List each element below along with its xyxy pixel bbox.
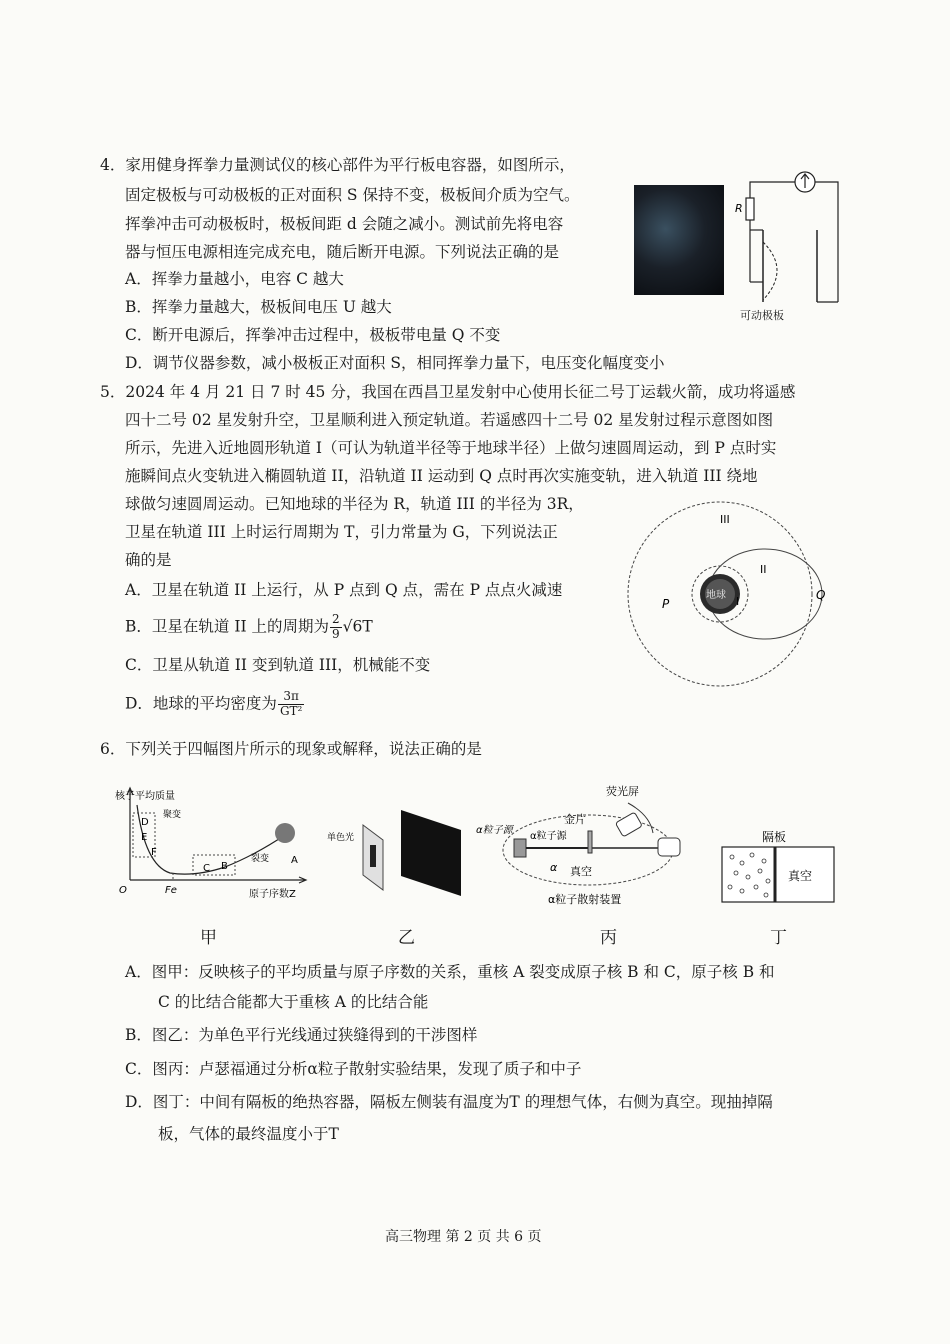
- bing-alpha-label: α: [550, 861, 558, 874]
- page-footer: 高三物理 第 2 页 共 6 页: [385, 1229, 542, 1245]
- fission-label: 裂变: [251, 854, 270, 864]
- jia-origin-label: O: [119, 885, 127, 896]
- q5-stem-line-2: 四十二号 02 星发射升空，卫星顺利进入预定轨道。若遥感四十二号 02 星发射过程示意图如图: [125, 411, 774, 429]
- q5-option-d: [125, 690, 305, 719]
- q4-stem-line-3: 挥拳冲击可动极板时，极板间距 d 会随之减小。测试前先将电容: [125, 215, 564, 233]
- bing-foil-label: 金片: [564, 813, 586, 826]
- q6-option-d-line-1: D．图丁：中间有隔板的绝热容器，隔板左侧装有温度为T 的理想气体，右侧为真空。现抽掉隔: [125, 1093, 773, 1111]
- caption-jia: 甲: [200, 928, 217, 948]
- q6-option-c: C．图丙：卢瑟福通过分析α粒子散射实验结果，发现了质子和中子: [125, 1060, 582, 1078]
- q5-option-a: A．卫星在轨道 II 上运行，从 P 点到 Q 点，需在 P 点点火减速: [125, 581, 563, 599]
- point-d-label: D: [141, 817, 149, 828]
- fusion-label: 聚变: [163, 810, 182, 820]
- q6-option-a-line-2: C 的比结合能都大于重核 A 的比结合能: [158, 993, 429, 1011]
- earth-label: 地球: [706, 590, 726, 601]
- q6-option-a-line-1: A．图甲：反映核子的平均质量与原子序数的关系，重核 A 裂变成原子核 B 和 C，原子核 B 和: [125, 963, 775, 981]
- q5-option-b-denominator: 9: [332, 626, 340, 641]
- point-b-label: B: [221, 861, 228, 872]
- caption-bing: 丙: [600, 928, 617, 948]
- yi-light-label: 单色光: [327, 833, 355, 843]
- point-a-label: A: [291, 855, 298, 866]
- q6-fig-ding: [720, 825, 840, 905]
- q4-resistor-label: R: [735, 202, 743, 215]
- gold-foil-icon: [588, 831, 592, 853]
- microscope-icon: [658, 838, 680, 856]
- ding-board-label: 隔板: [762, 830, 787, 844]
- point-c-label: C: [203, 863, 210, 874]
- q4-option-a: A．挥拳力量越小，电容 C 越大: [125, 270, 344, 288]
- q5-option-b-fraction: [330, 613, 342, 642]
- orbit-i-label: I: [736, 595, 740, 608]
- ding-vacuum-label: 真空: [788, 869, 813, 883]
- q6-option-b: B．图乙：为单色平行光线通过狭缝得到的干涉图样: [125, 1026, 478, 1044]
- q5-option-b: [125, 613, 373, 642]
- q4-stem-line-2: 固定极板与可动极板的正对面积 S 保持不变，极板间介质为空气。: [125, 186, 580, 204]
- q5-stem-line-5: 球做匀速圆周运动。已知地球的半径为 R，轨道 III 的半径为 3R，: [125, 495, 584, 513]
- q5-option-c: C．卫星从轨道 II 变到轨道 III，机械能不变: [125, 656, 431, 674]
- q5-option-b-numerator: 2: [332, 612, 340, 626]
- slit-icon: [370, 845, 376, 867]
- q5-stem-line-7: 确的是: [125, 551, 172, 569]
- q6-fig-yi: [325, 800, 475, 900]
- jia-y-label: 核子平均质量: [115, 791, 175, 802]
- caption-ding: 丁: [770, 928, 787, 948]
- caption-yi: 乙: [398, 928, 415, 948]
- bing-vacuum-label: 真空: [570, 865, 592, 878]
- q5-stem-line-3: 所示，先进入近地圆形轨道 I（可认为轨道半径等于地球半径）上做匀速圆周运动，到 P 点时实: [125, 439, 777, 457]
- bing-caption: α粒子散射装置: [548, 893, 622, 906]
- orbit-iii-label: III: [720, 513, 730, 526]
- q4-circuit-diagram: [735, 170, 845, 330]
- bing-source-label: α粒子源: [476, 825, 513, 836]
- q4-option-c: C．断开电源后，挥拳冲击过程中，极板带电量 Q 不变: [125, 326, 501, 344]
- q5-option-d-prefix: D．地球的平均密度为: [125, 694, 277, 713]
- q5-stem-line-1: 5．2024 年 4 月 21 日 7 时 45 分，我国在西昌卫星发射中心使用长征二号丁运载火箭，成功将遥感: [100, 383, 796, 401]
- bing-screen-label: 荧光屏: [606, 785, 639, 798]
- q5-option-b-suffix: √6T: [342, 617, 373, 636]
- jia-fe-label: Fe: [165, 885, 177, 896]
- jia-x-label: 原子序数Z: [249, 889, 296, 900]
- q4-option-d: D．调节仪器参数，减小极板正对面积 S，相同挥拳力量下，电压变化幅度变小: [125, 354, 665, 372]
- q4-stem-line-4: 器与恒压电源相连完成充电，随后断开电源。下列说法正确的是: [125, 243, 560, 261]
- pattern-screen: [401, 810, 461, 896]
- q5-option-d-denominator: GT²: [279, 703, 303, 718]
- q6-fig-bing: [478, 775, 708, 910]
- q6-option-d-line-2: 板，气体的最终温度小于T: [158, 1125, 339, 1143]
- q5-orbit-diagram: [620, 496, 840, 696]
- point-f-label: F: [151, 847, 157, 858]
- point-q-label: Q: [816, 588, 826, 602]
- bing-source-label-2: α粒子源: [530, 831, 567, 842]
- q6-fig-jia: [115, 785, 315, 905]
- q5-option-b-prefix: B．卫星在轨道 II 上的周期为: [125, 617, 329, 636]
- q5-stem-line-6: 卫星在轨道 III 上时运行周期为 T，引力常量为 G，下列说法正: [125, 523, 558, 541]
- q5-stem-line-4: 施瞬间点火变轨进入椭圆轨道 II，沿轨道 II 运动到 Q 点时再次实施变轨，进入轨道 III 绕地: [125, 467, 758, 485]
- q4-figure-caption: 可动极板: [740, 309, 784, 322]
- nucleus-a-icon: [275, 823, 295, 843]
- q5-option-d-numerator: 3π: [278, 690, 304, 705]
- q4-device-photo: [634, 185, 724, 295]
- point-e-label: E: [141, 832, 148, 843]
- point-p-label: P: [662, 597, 670, 611]
- orbit-ii-label: II: [760, 563, 767, 576]
- alpha-source-icon: [514, 839, 526, 857]
- q5-option-d-fraction: [278, 690, 304, 719]
- q4-option-b: B．挥拳力量越大，极板间电压 U 越大: [125, 298, 392, 316]
- q6-stem: 6．下列关于四幅图片所示的现象或解释，说法正确的是: [100, 740, 482, 758]
- q4-stem-line-1: 4．家用健身挥拳力量测试仪的核心部件为平行板电容器，如图所示，: [100, 156, 575, 174]
